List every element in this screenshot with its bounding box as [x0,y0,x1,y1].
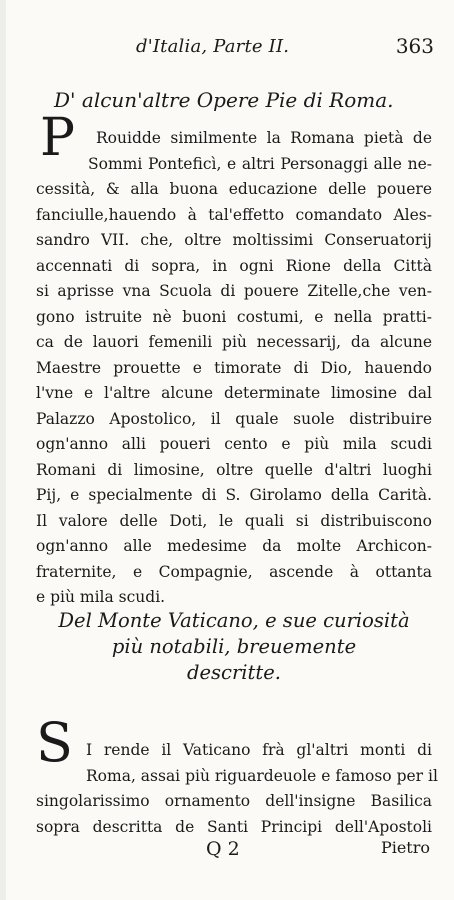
text-line: e più mila scudi. [36,588,166,606]
text-line: sopra descritta de Santi Principi dell'Apostoli [36,817,432,836]
text-line: Palazzo Apostolico, il quale suole distribuire [36,409,432,428]
section-heading-2 [36,608,432,686]
text-line: accennati di sopra, in ogni Rione della Città [36,256,432,275]
text-line: si aprisse vna Scuola di pouere Zitelle,che ven- [36,282,432,300]
text-line: fraternite, e Compagnie, ascende à ottanta [36,562,432,581]
drop-cap-2: S [36,711,73,774]
body-paragraph [36,126,432,611]
section-heading: D' alcun'altre Opere Pie di Roma. [54,88,394,112]
running-head-title: d'Italia, Parte II. [136,36,290,57]
text-line: l'vne e l'altre alcune determinate limosine dal [36,384,432,402]
text-line: Il valore delle Doti, le quali si distribuiscono [36,511,432,530]
catchword: Pietro [380,838,430,857]
body-paragraph-2 [36,738,438,840]
text-line: singolarissimo ornamento dell'insigne Basilica [36,792,432,810]
text-line: fanciulle,hauendo à tal'effetto comandato Ales- [36,205,432,224]
text-line: Romani di limosine, oltre quelle d'altri luoghi [36,460,432,479]
text-line: Roma, assai più riguardeuole e famoso per il [86,766,438,785]
text-line: Rouidde similmente la Romana pietà de [96,129,432,147]
heading-line: più notabili, breuemente [111,635,357,658]
text-line: cessità, & alla buona educazione delle pouere [36,180,432,198]
text-line: ogn'anno alle medesime da molte Archicon- [36,537,432,555]
text-line: Sommi Ponteficì, e altri Personaggi alle ne- [88,154,432,173]
text-line: I rende il Vaticano frà gl'altri monti di [86,741,432,759]
heading-line: descritte. [187,661,281,684]
text-line: gono istruite nè buoni costumi, e nella pratti- [36,307,432,326]
text-line: ca de lauori femenili più necessarij, da alcune [36,333,432,351]
text-line: Maestre prouette e timorate di Dio, hauendo [36,358,432,377]
text-line: Pij, e specialmente di S. Girolamo della Carità. [36,486,432,504]
drop-cap: P [40,108,75,168]
text-line: ogn'anno alli poueri cento e più mila scudi [36,435,432,453]
heading-line: Del Monte Vaticano, e sue curiosità [58,609,410,632]
page-number: 363 [395,34,434,58]
running-head [6,36,454,62]
signature-mark: Q 2 [206,838,240,860]
text-line: sandro VII. che, oltre moltissimi Conseruatorij [36,231,432,249]
